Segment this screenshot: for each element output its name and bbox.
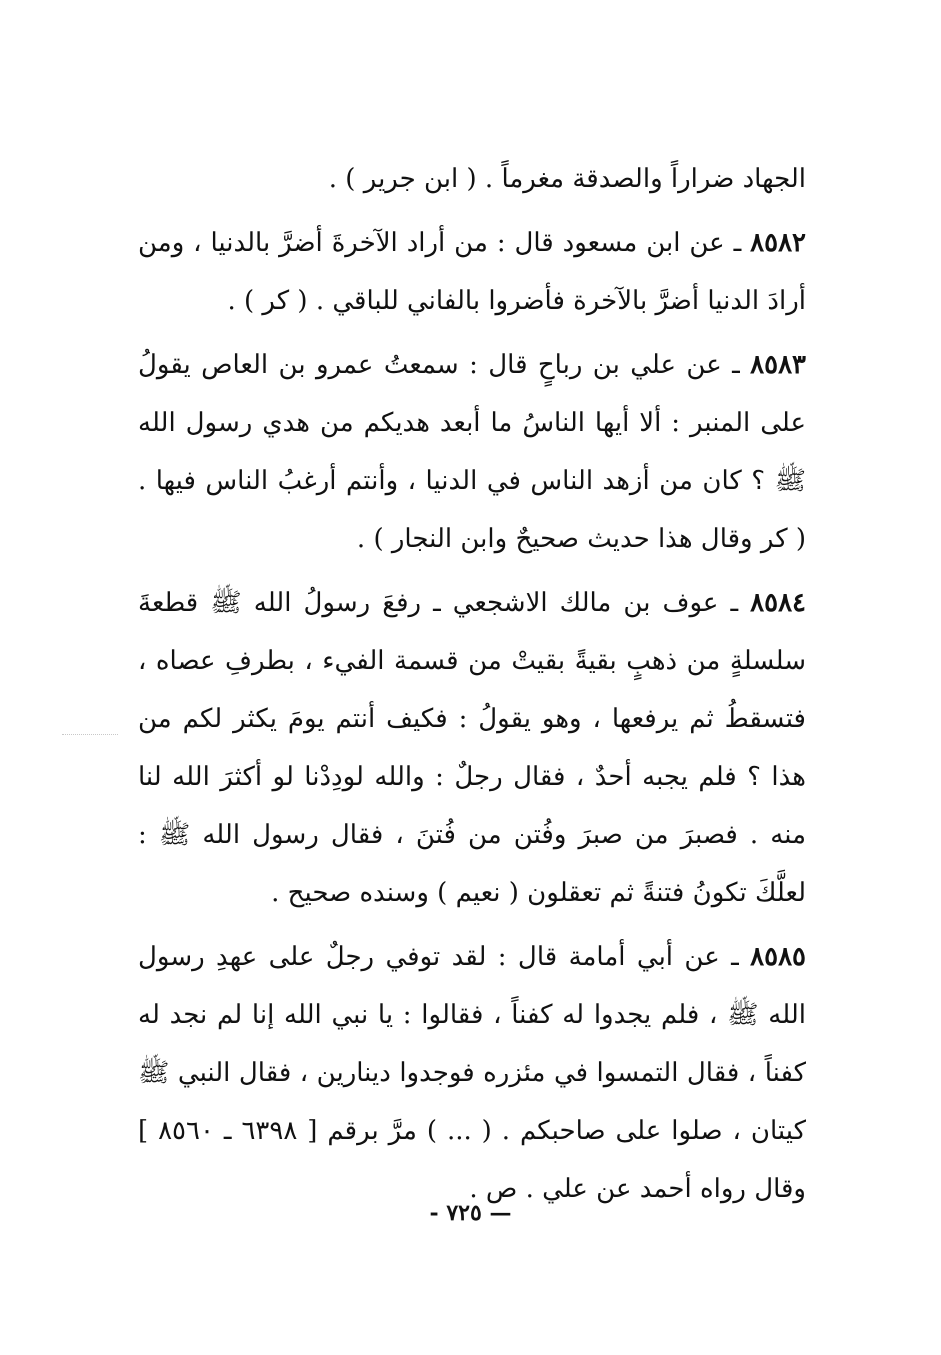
hadith-number: ٨٥٨٢ bbox=[750, 228, 806, 258]
paragraph-text: ـ عن علي بن رباحٍ قال : سمعتُ عمرو بن العاص يقولُ على المنبر : ألا أيها الناسُ ما أبعد هديكم من هدي رسول الله ﷺ ؟ كان من أزهد الناس في الدنيا ، وأنتم أرغبُ الناس فيها . ( كر وقال هذا حديث صحيحٌ وابن النجار ) . bbox=[138, 350, 806, 554]
hadith-8584 bbox=[138, 574, 806, 922]
body-text bbox=[138, 150, 806, 1218]
hadith-8583 bbox=[138, 336, 806, 568]
paragraph-continuation bbox=[138, 150, 806, 208]
hadith-8585 bbox=[138, 928, 806, 1218]
hadith-number: ٨٥٨٤ bbox=[750, 588, 806, 618]
paragraph-text: الجهاد ضراراً والصدقة مغرماً . ( ابن جرير ) . bbox=[328, 164, 806, 194]
hadith-number: ٨٥٨٥ bbox=[750, 942, 806, 972]
scan-margin-mark bbox=[62, 734, 118, 735]
hadith-number: ٨٥٨٣ bbox=[750, 350, 806, 380]
paragraph-text: ـ عن أبي أمامة قال : لقد توفي رجلٌ على عهدِ رسول الله ﷺ ، فلم يجدوا له كفناً ، فقالوا : يا نبي الله إنا لم نجد له كفناً ، فقال التمسوا في مئزره فوجدوا دينارين ، فقال النبي ﷺ كيتان ، صلوا على صاحبكم . ( ... ) مرَّ برقم [ ٦٣٩٨ ـ ٨٥٦٠ ] وقال رواه أحمد عن علي . ص . bbox=[138, 942, 806, 1204]
page-number: — ٧٢٥ - bbox=[429, 1200, 512, 1226]
paragraph-text: ـ عوف بن مالك الاشجعي ـ رفعَ رسولُ الله ﷺ قطعةَ سلسلةٍ من ذهبٍ بقيةً بقيتْ من قسمة الفيء ، بطرفِ عصاه ، فتسقطُ ثم يرفعها ، وهو يقولُ : فكيف أنتم يومَ يكثر لكم من هذا ؟ فلم يجبه أحدٌ ، فقال رجلٌ : والله لودِدْنا لو أكثرَ الله لنا منه . فصبرَ من صبرَ وفُتن من فُتنَ ، فقال رسول الله ﷺ : لعلَّكَ تكونُ فتنةً ثم تعقلون ( نعيم ) وسنده صحيح . bbox=[138, 588, 806, 908]
paragraph-text: ـ عن ابن مسعود قال : من أراد الآخرةَ أضرَّ بالدنيا ، ومن أرادَ الدنيا أضرَّ بالآخرة فأضروا بالفاني للباقي . ( كر ) . bbox=[138, 228, 806, 316]
hadith-8582 bbox=[138, 214, 806, 330]
